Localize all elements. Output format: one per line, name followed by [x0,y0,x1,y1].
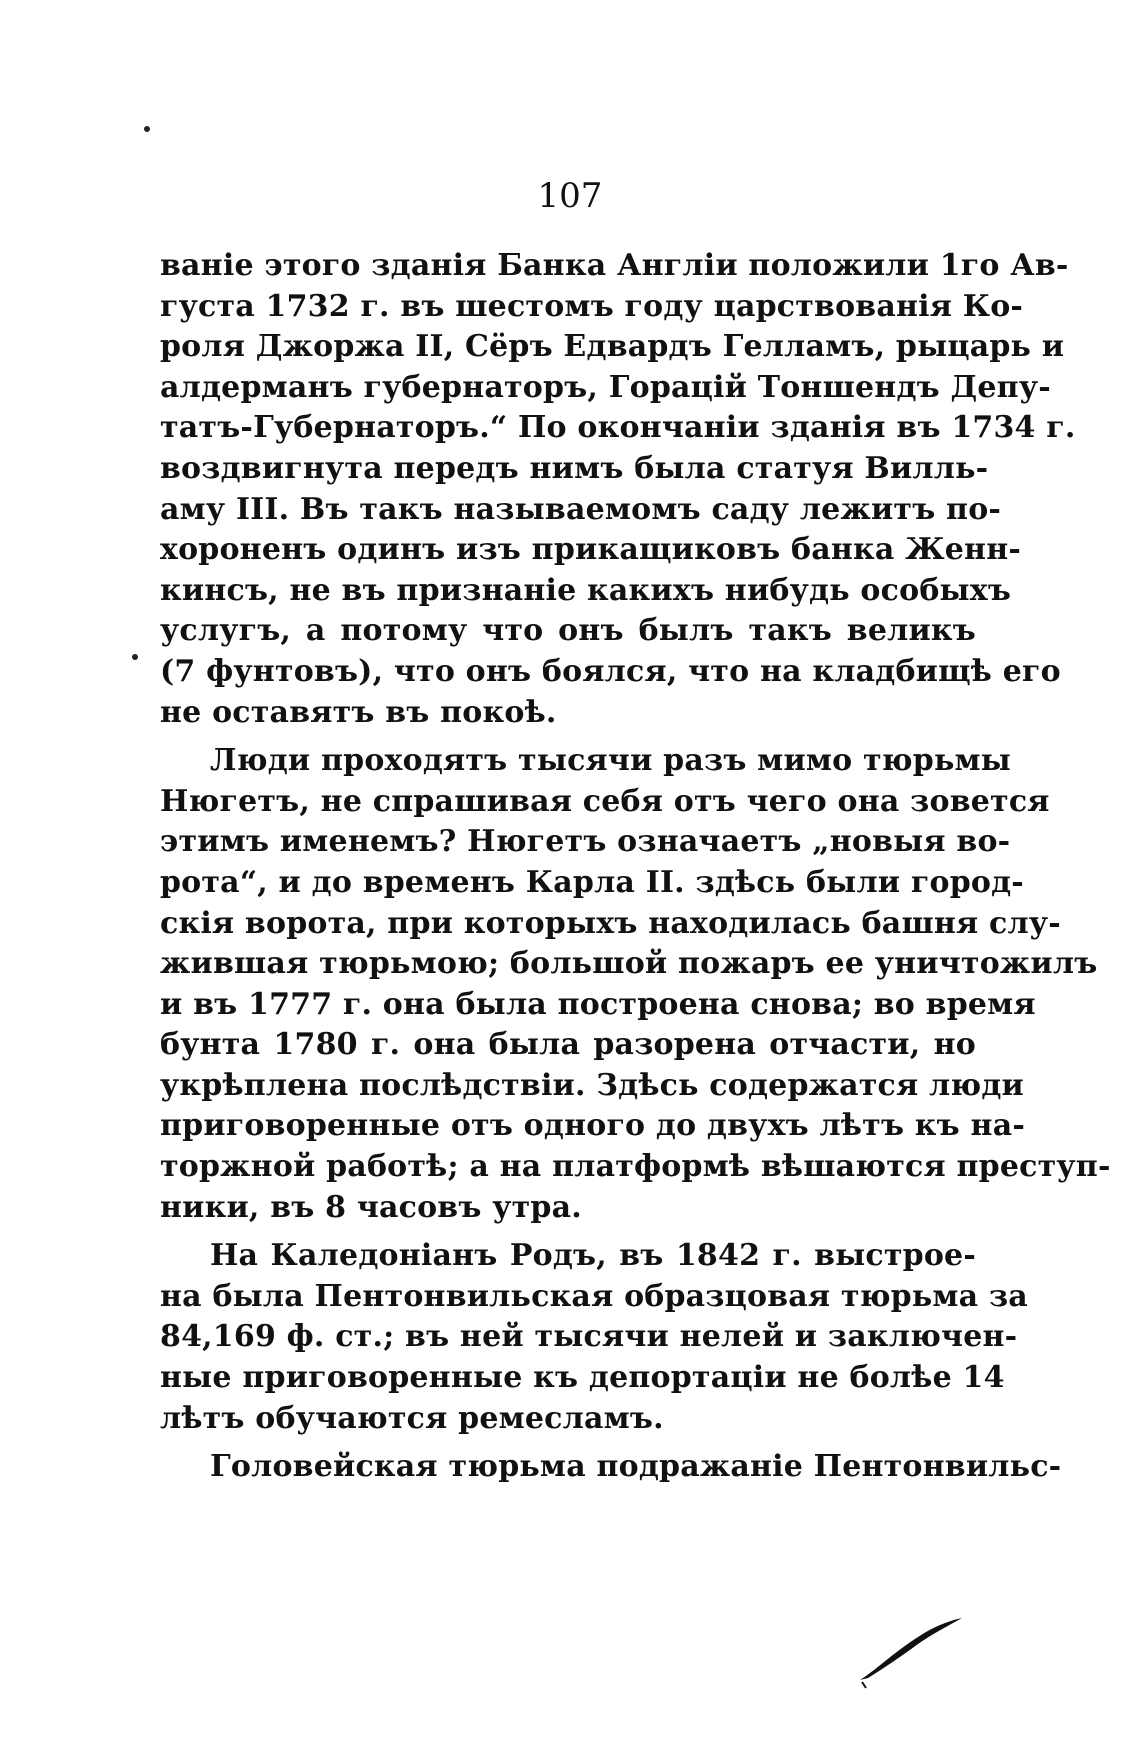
text-line: приговоренные отъ одного до двухъ лѣтъ къ на- [160,1108,1025,1144]
paragraph [160,1447,1062,1488]
text-line: не оставятъ въ покоѣ. [160,694,557,730]
text-line: Нюгетъ, не спрашивая себя отъ чего она зовется [160,783,1050,819]
text-line: хороненъ одинъ изъ прикащиковъ банка Женн- [160,532,1022,568]
paragraph [160,246,1076,733]
text-line: услугъ, а потому что онъ былъ такъ великъ [160,613,976,649]
text-line: этимъ именемъ? Нюгетъ означаетъ „новыя во- [160,824,1011,860]
text-line: густа 1732 г. въ шестомъ году царствованія Ко- [160,288,1024,324]
text-line: На Каледоніанъ Родъ, въ 1842 г. выстрое- [210,1238,976,1274]
text-line: торжной работѣ; а на платформѣ вѣшаются преступ- [160,1149,1111,1185]
text-line: рота“, и до временъ Карла II. здѣсь были город- [160,864,1024,900]
page-number: 107 [537,176,603,216]
text-line: и въ 1777 г. она была построена снова; во время [160,986,1036,1022]
paragraph [160,1236,1028,1439]
text-line: скія ворота, при которыхъ находилась башня слу- [160,905,1061,941]
text-line: Головейская тюрьма подражаніе Пентонвильс- [210,1449,1062,1485]
text-line: ваніе этого зданія Банка Англіи положили 1го Ав- [160,248,1069,283]
text-line: бунта 1780 г. она была разорена отчасти, но [160,1027,976,1063]
text-line: жившая тюрьмою; большой пожаръ ее уничтожилъ [160,946,1098,982]
margin-dot [144,126,150,132]
text-line: 84,169 ф. ст.; въ ней тысячи нелей и заключен- [160,1319,1018,1355]
paragraph [160,741,1111,1228]
text-line: лѣтъ обучаются ремесламъ. [160,1400,664,1436]
text-line: Люди проходятъ тысячи разъ мимо тюрьмы [210,743,1012,779]
ink-stroke-mark [856,1610,966,1690]
text-line: алдерманъ губернаторъ, Горацій Тоншендъ Депу- [160,369,1051,405]
margin-dot [132,654,138,660]
text-line: татъ-Губернаторъ.“ По окончаніи зданія въ 1734 г. [160,410,1076,446]
text-line: ные приговоренные къ депортаціи не болѣе 14 [160,1360,1005,1396]
text-line: на была Пентонвильская образцовая тюрьма за [160,1278,1028,1314]
text-line: роля Джоржа II, Сёръ Едвардъ Гелламъ, рыцарь и [160,329,1065,365]
text-line: ники, въ 8 часовъ утра. [160,1189,582,1225]
text-line: аму III. Въ такъ называемомъ саду лежитъ по- [160,491,1002,527]
text-line: кинсъ, не въ признаніе какихъ нибудь особыхъ [160,572,1012,608]
body-text [160,246,1111,1488]
text-line: укрѣплена послѣдствіи. Здѣсь содержатся люди [160,1067,1024,1103]
text-line: (7 фунтовъ), что онъ боялся, что на кладбищѣ его [160,653,1061,689]
text-line: воздвигнута передъ нимъ была статуя Вилль- [160,450,989,486]
